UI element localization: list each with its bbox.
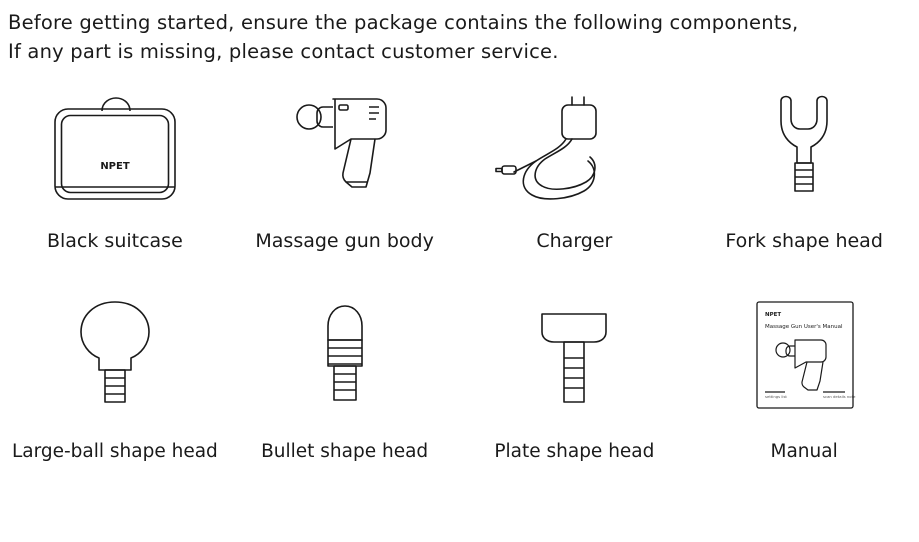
manual-title-label: Massage Gun User's Manual (765, 324, 843, 330)
component-label: Plate shape head (494, 441, 655, 462)
component-label: Bullet shape head (261, 441, 429, 462)
fork-head-icon (749, 84, 859, 214)
components-grid (0, 84, 919, 529)
component-label: Manual (770, 441, 838, 462)
component-item-large-ball-head (0, 289, 230, 529)
intro-line-1: Before getting started, ensure the package contains the following components, (8, 11, 799, 34)
component-label: Charger (536, 230, 613, 252)
suitcase-brand-label: NPET (100, 161, 130, 172)
manual-footer-right-label: scan details note (823, 394, 856, 399)
component-item-suitcase (0, 84, 230, 289)
component-item-manual (689, 289, 919, 529)
component-item-charger (460, 84, 690, 289)
component-item-plate-head (460, 289, 690, 529)
intro-line-2: If any part is missing, please contact customer service. (8, 40, 559, 63)
suitcase-icon (30, 84, 200, 214)
bullet-head-icon (290, 289, 400, 424)
large-ball-head-icon (55, 289, 175, 424)
manual-brand-label: NPET (765, 312, 782, 318)
components-row-1 (0, 84, 919, 289)
component-label: Massage gun body (255, 230, 434, 252)
component-label: Large-ball shape head (11, 441, 218, 462)
component-label: Black suitcase (46, 230, 183, 252)
component-label: Fork shape head (725, 230, 883, 252)
charger-icon (494, 84, 654, 214)
massage-gun-icon (275, 84, 415, 214)
components-row-2 (0, 289, 919, 529)
plate-head-icon (514, 289, 634, 424)
manual-footer-left-label: settings list (765, 394, 788, 399)
intro-text (8, 8, 908, 66)
component-item-bullet-head (230, 289, 460, 529)
component-item-massage-gun (230, 84, 460, 289)
component-item-fork-head (689, 84, 919, 289)
manual-icon (739, 289, 869, 424)
